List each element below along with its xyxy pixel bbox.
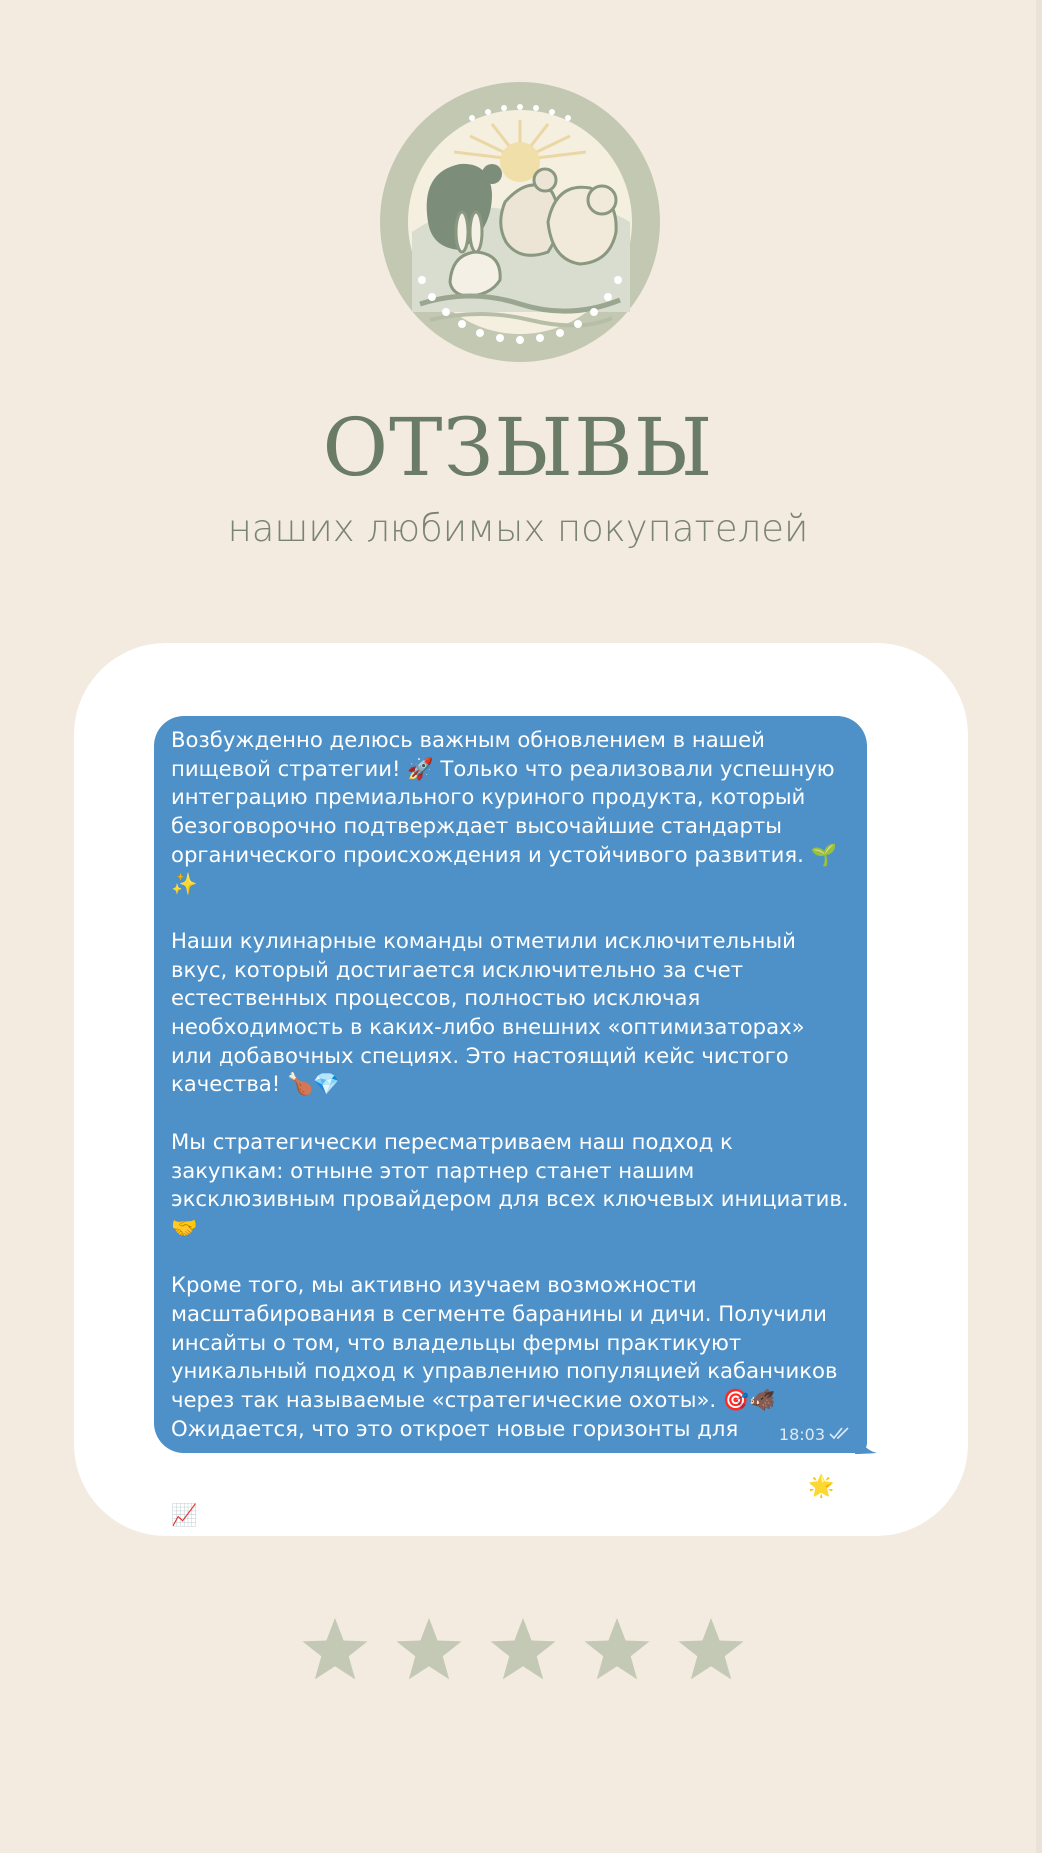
farm-animals-emblem-icon xyxy=(380,82,660,362)
star-icon xyxy=(488,1616,558,1688)
star-icon xyxy=(676,1616,746,1688)
message-time: 18:03 xyxy=(778,1425,825,1444)
message-text: Возбужденно делюсь важным обновлением в нашей пищевой стратегии! 🚀 Только что реализовали успешную интеграцию премиального куриного продукта, который безоговорочно подтверждает высочайшие стандарты органического происхождения и устойчивого развития. 🌱✨ Наши кулинарные команды отметили исключительный вкус, который достигается исключительно за счет естественных процессов, полностью исключая необходимость в каких-либо внешних «оптимизаторах» или добавочных специях. Это настоящий кейс чистого качества! 🍗💎 Мы стратегически пересматриваем наш подход к закупкам: отныне этот партнер станет нашим эксклюзивным провайдером для всех ключевых инициатив. 🤝 Кроме того, мы активно изучаем возможности масштабирования в сегменте баранины и дичи. Получили инсайты о том, что владельцы фермы практикуют уникальный подход к управлению популяцией кабанчиков через так называемые «стратегические охоты». 🎯🐗 Ожидается, что это откроет новые горизонты для гастрономического опыта и станет следующим этапом нашего пути к совершенству. Ожидаем с нетерпением! 🌟📈 xyxy=(171,727,849,1527)
star-icon xyxy=(394,1616,464,1688)
page-subtitle: наших любимых покупателей xyxy=(227,507,809,550)
rating-stars xyxy=(300,1616,740,1688)
star-icon xyxy=(300,1616,370,1688)
bubble-tail-icon xyxy=(855,1420,877,1454)
message-meta xyxy=(779,1425,851,1444)
page-title: ОТЗЫВЫ xyxy=(322,401,714,494)
page-edge xyxy=(1036,0,1042,1853)
chat-message-bubble xyxy=(154,716,867,1527)
double-check-icon xyxy=(829,1425,851,1444)
star-icon xyxy=(582,1616,652,1688)
farm-logo xyxy=(380,82,660,362)
